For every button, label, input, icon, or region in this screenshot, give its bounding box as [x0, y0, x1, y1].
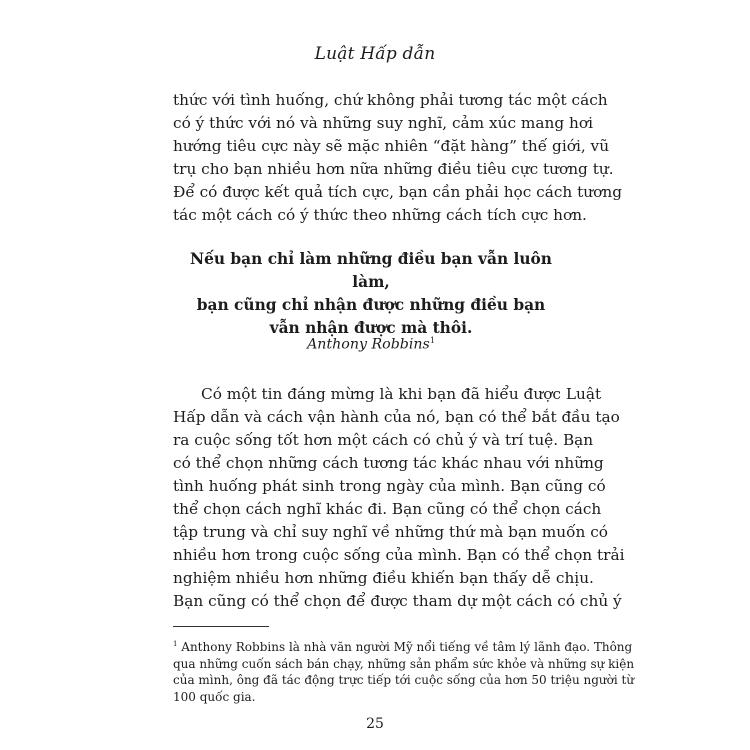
- attribution-name: Anthony Robbins: [307, 336, 430, 353]
- text-line: tác một cách có ý thức theo những cách tích cực hơn.: [173, 206, 587, 224]
- footnote-divider: [173, 626, 269, 627]
- text-line: thể chọn cách nghĩ khác đi. Bạn cũng có thể chọn cách: [173, 500, 602, 518]
- running-header: Luật Hấp dẫn: [314, 44, 436, 64]
- text-line: Bạn cũng có thể chọn để được tham dự một cách có chủ ý: [173, 592, 622, 610]
- footnote-mark: 1: [173, 640, 178, 648]
- text-line: tập trung và chỉ suy nghĩ về những thứ mà bạn muốn có: [173, 523, 609, 541]
- quote-line: Nếu bạn chỉ làm những điều bạn vẫn luôn làm,: [190, 250, 552, 291]
- text-line: có thể chọn những cách tương tác khác nhau với những: [173, 454, 604, 472]
- footnote-reference[interactable]: 1: [429, 336, 435, 345]
- footnote-line: 100 quốc gia.: [173, 689, 256, 704]
- footnote-line: của mình, ông đã tác động trực tiếp tới cuộc sống của hơn 50 triệu người từ: [173, 673, 635, 687]
- text-line: có ý thức với nó và những suy nghĩ, cảm xúc mang hơi: [173, 114, 594, 132]
- footnote-line: [173, 636, 633, 656]
- text-line: hướng tiêu cực này sẽ mặc nhiên “đặt hàng” thế giới, vũ: [173, 137, 610, 155]
- pull-quote: [173, 248, 569, 340]
- text-line: nghiệm nhiều hơn những điều khiến bạn thấy dễ chịu.: [173, 569, 594, 587]
- text-line: nhiều hơn trong cuộc sống của mình. Bạn có thể chọn trải: [173, 546, 625, 564]
- text-line: Có một tin đáng mừng là khi bạn đã hiểu được Luật: [201, 385, 602, 403]
- footnote: [173, 636, 635, 705]
- text-line: Để có được kết quả tích cực, bạn cần phải học cách tương: [173, 183, 623, 201]
- footnote-line: qua những cuốn sách bán chạy, những sản phẩm sức khỏe và những sự kiện: [173, 656, 635, 671]
- text-line: trụ cho bạn nhiều hơn nữa những điều tiêu cực tương tự.: [173, 160, 614, 178]
- text-line: Hấp dẫn và cách vận hành của nó, bạn có thể bắt đầu tạo: [173, 408, 620, 426]
- text-line: tình huống phát sinh trong ngày của mình. Bạn cũng có: [173, 477, 606, 495]
- page-number: 25: [366, 716, 384, 732]
- body-paragraph-2: [173, 383, 625, 613]
- quote-attribution: [173, 336, 569, 353]
- quote-line: bạn cũng chỉ nhận được những điều bạn: [196, 296, 546, 314]
- text-line: ra cuộc sống tốt hơn một cách có chủ ý và trí tuệ. Bạn: [173, 431, 594, 449]
- body-paragraph-1: [173, 89, 623, 227]
- footnote-text: Anthony Robbins là nhà văn người Mỹ nổi tiếng về tâm lý lãnh đạo. Thông: [177, 640, 633, 654]
- quote-line: vẫn nhận được mà thôi.: [269, 319, 473, 337]
- text-line: thức với tình huống, chứ không phải tương tác một cách: [173, 91, 608, 109]
